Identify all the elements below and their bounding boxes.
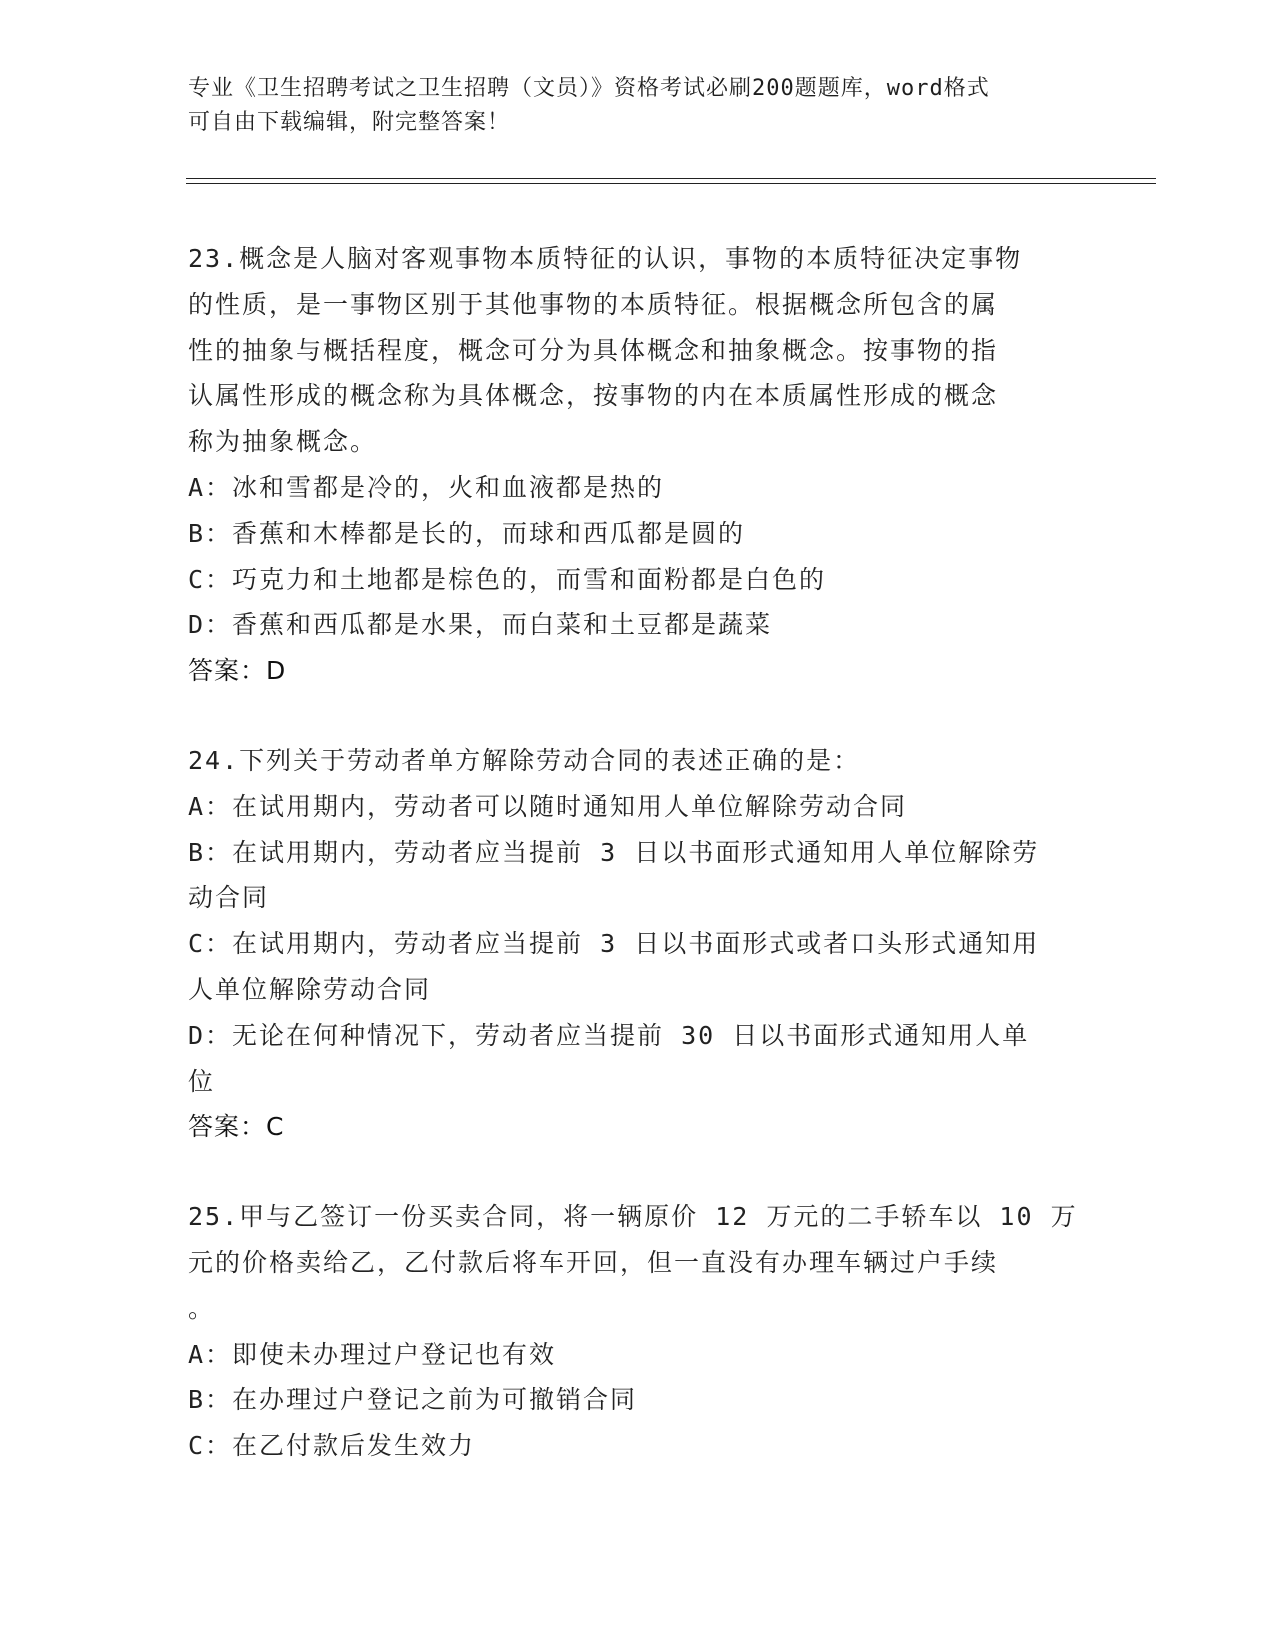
question-stem-line: 23.概念是人脑对客观事物本质特征的认识，事物的本质特征决定事物 xyxy=(188,244,1023,273)
header-divider-top xyxy=(186,178,1156,179)
option-c: C：在乙付款后发生效力 xyxy=(188,1431,476,1461)
question-stem-line: 元的价格卖给乙，乙付款后将车开回，但一直没有办理车辆过户手续 xyxy=(188,1247,999,1277)
option-d-continued: 位 xyxy=(188,1066,216,1096)
question-stem-line: 25.甲与乙签订一份买卖合同，将一辆原价 12 万元的二手轿车以 10 万 xyxy=(188,1202,1078,1232)
question-stem-line: 称为抽象概念。 xyxy=(188,427,378,457)
question-stem-line: 24.下列关于劳动者单方解除劳动合同的表述正确的是： xyxy=(188,745,861,775)
header-title-line-1: 专业《卫生招聘考试之卫生招聘（文员）》资格考试必刷200题题库，word格式 xyxy=(188,76,990,101)
question-stem-line: 的性质，是一事物区别于其他事物的本质特征。根据概念所包含的属 xyxy=(188,289,999,319)
question-23 xyxy=(188,236,1068,694)
option-c: C：在试用期内，劳动者应当提前 3 日以书面形式或者口头形式通知用 xyxy=(188,929,1040,959)
question-stem-line: 认属性形成的概念称为具体概念，按事物的内在本质属性形成的概念 xyxy=(188,381,999,411)
option-a: A：在试用期内，劳动者可以随时通知用人单位解除劳动合同 xyxy=(188,791,908,821)
document-header xyxy=(188,72,1088,140)
option-d: D：无论在何种情况下，劳动者应当提前 30 日以书面形式通知用人单 xyxy=(188,1020,1030,1050)
option-c: C：巧克力和土地都是棕色的，而雪和面粉都是白色的 xyxy=(188,564,827,594)
question-stem-line: 性的抽象与概括程度，概念可分为具体概念和抽象概念。按事物的指 xyxy=(188,335,999,365)
question-25 xyxy=(188,1194,1078,1469)
answer-label: 答案：D xyxy=(188,656,287,686)
question-spacer xyxy=(188,694,1068,738)
question-24 xyxy=(188,738,1068,1150)
option-c-continued: 人单位解除劳动合同 xyxy=(188,974,432,1004)
header-divider-bottom xyxy=(186,183,1156,184)
option-b-continued: 动合同 xyxy=(188,883,270,913)
option-b: B：香蕉和木棒都是长的，而球和西瓜都是圆的 xyxy=(188,518,746,548)
question-list xyxy=(188,236,1078,1469)
option-d: D：香蕉和西瓜都是水果，而白菜和土豆都是蔬菜 xyxy=(188,610,773,640)
answer-label: 答案：C xyxy=(188,1112,285,1142)
option-b: B：在试用期内，劳动者应当提前 3 日以书面形式通知用人单位解除劳 xyxy=(188,837,1040,867)
option-b: B：在办理过户登记之前为可撤销合同 xyxy=(188,1385,638,1415)
header-title-line-2: 可自由下载编辑，附完整答案！ xyxy=(188,110,511,135)
question-spacer xyxy=(188,1150,1068,1194)
option-a: A：冰和雪都是冷的，火和血液都是热的 xyxy=(188,472,665,502)
question-stem-line: 。 xyxy=(188,1293,216,1323)
option-a: A：即使未办理过户登记也有效 xyxy=(188,1339,557,1369)
